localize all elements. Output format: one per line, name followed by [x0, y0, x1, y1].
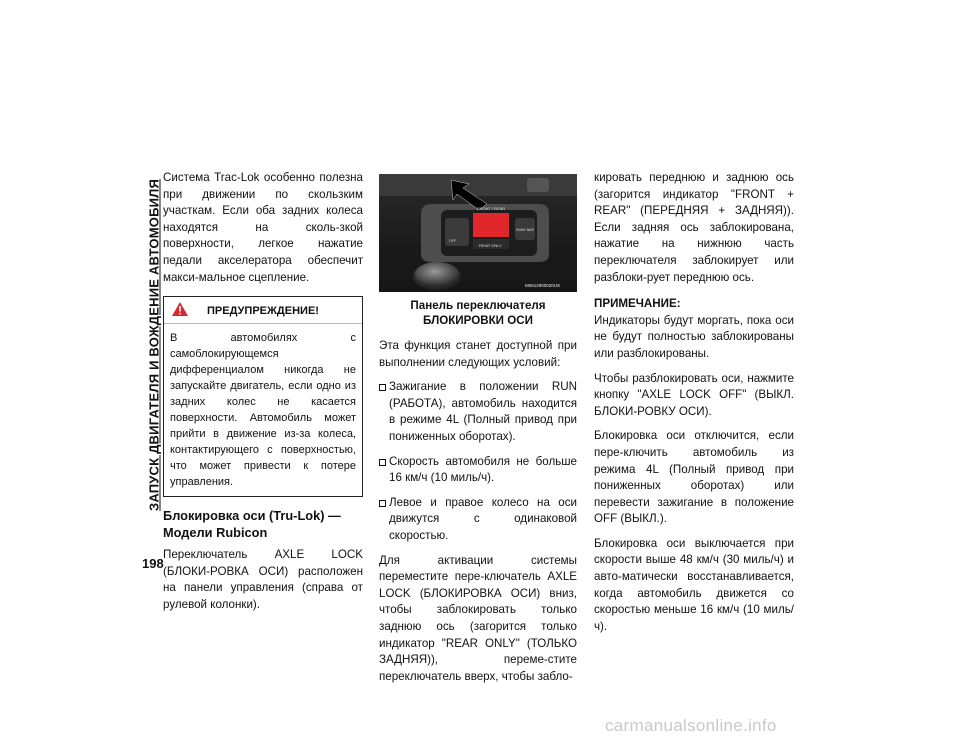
warning-text: В автомобилях с самоблокирующемся дифференциалом никогда не запускайте двигатель, если одно из задних колес не касается поверхности. Автомобиль может прийти в движение из-за колеса, контактирующего с поверхностью, что может привести к потере управления.: [170, 332, 356, 489]
image-code: M0612900020US: [525, 283, 561, 288]
caption-line-1: Панель переключателя: [410, 299, 546, 312]
watermark: carmanualsonline.info: [605, 716, 777, 735]
axle-lock-panel-image: [379, 174, 577, 292]
caption-line-2: БЛОКИРОВКИ ОСИ: [423, 314, 533, 327]
label-rear-only: REAR ONLY: [479, 243, 502, 248]
list-item: Зажигание в положении RUN (РАБОТА), автомобиль находится в режиме 4L (Полный привод при пониженных оборотах).: [379, 379, 577, 445]
section-heading: Блокировка оси (Tru-Lok) — Модели Rubicon: [163, 508, 341, 541]
column-middle: [379, 170, 577, 693]
note-text: Индикаторы будут моргать, пока оси не будут полностью заблокированы или разблокированы.: [594, 313, 794, 360]
warning-header: [164, 297, 362, 324]
location-paragraph: Переключатель AXLE LOCK (БЛОКИ-РОВКА ОСИ) расположен на панели управления (справа от рулевой колонки).: [163, 548, 363, 611]
disengage-paragraph: Блокировка оси отключится, если пере-ключить автомобиль из режима 4L (Полный привод при пониженных оборотах) или перевести зажигание в положение OFF (ВЫКЛ.).: [594, 429, 794, 526]
section-sidebar-title: [146, 170, 162, 520]
list-item: Скорость автомобиля не больше 16 км/ч (10 миль/ч).: [379, 454, 577, 487]
warning-title: ПРЕДУПРЕЖДЕНИЕ!: [207, 305, 319, 318]
activation-paragraph: Для активации системы переместите пере-ключатель AXLE LOCK (БЛОКИРОВКА ОСИ) вниз, чтобы заблокировать только заднюю ось (загорится только индикатор "REAR ONLY" (ТОЛЬКО ЗАДНЯЯ)), переме-стите переключатель вверх, чтобы забло-: [379, 553, 577, 683]
label-sway-bar: SWAY BAR: [516, 228, 535, 232]
label-off: OFF: [449, 239, 456, 243]
label-front-rear: FRONT / REAR: [477, 206, 506, 211]
conditions-list: [379, 379, 577, 544]
column-right: [594, 170, 794, 643]
photo-caption: [379, 298, 577, 328]
page-number: 198: [142, 556, 164, 571]
axle-lock-panel-photo: [379, 174, 577, 292]
sidebar-title-text: ЗАПУСК ДВИГАТЕЛЯ И ВОЖДЕНИЕ АВТОМОБИЛЯ: [146, 178, 162, 512]
intro-paragraph: Система Trac-Lok особенно полезна при движении по скользким участкам. Если оба задних колеса находятся на сколь-зкой поверхности, легкое нажатие педали акселератора обеспечит макси-мальное сцепление.: [163, 171, 363, 284]
column-left: [163, 170, 363, 622]
continuation-paragraph: кировать переднюю и заднюю ось (загорится индикатор "FRONT + REAR" (ПЕРЕДНЯЯ + ЗАДНЯЯ)). Если задняя ось заблокирована, нажатие на нижнюю часть переключателя заблокирует или разблоки-рует переднюю ось.: [594, 171, 794, 284]
note-heading: ПРИМЕЧАНИЕ:: [594, 297, 681, 311]
speed-paragraph: Блокировка оси выключается при скорости выше 48 км/ч (30 миль/ч) и авто-матически восстанавливается, когда автомобиль движется со скоростью меньше 16 км/ч (10 миль/ч).: [594, 536, 794, 633]
unlock-paragraph: Чтобы разблокировать оси, нажмите кнопку "AXLE LOCK OFF" (ВЫКЛ. БЛОКИ-РОВКУ ОСИ).: [594, 371, 794, 418]
conditions-intro: Эта функция станет доступной при выполнении следующих условий:: [379, 339, 577, 369]
warning-box: [163, 296, 363, 497]
list-item: Левое и правое колесо на оси движутся с одинаковой скоростью.: [379, 495, 577, 545]
